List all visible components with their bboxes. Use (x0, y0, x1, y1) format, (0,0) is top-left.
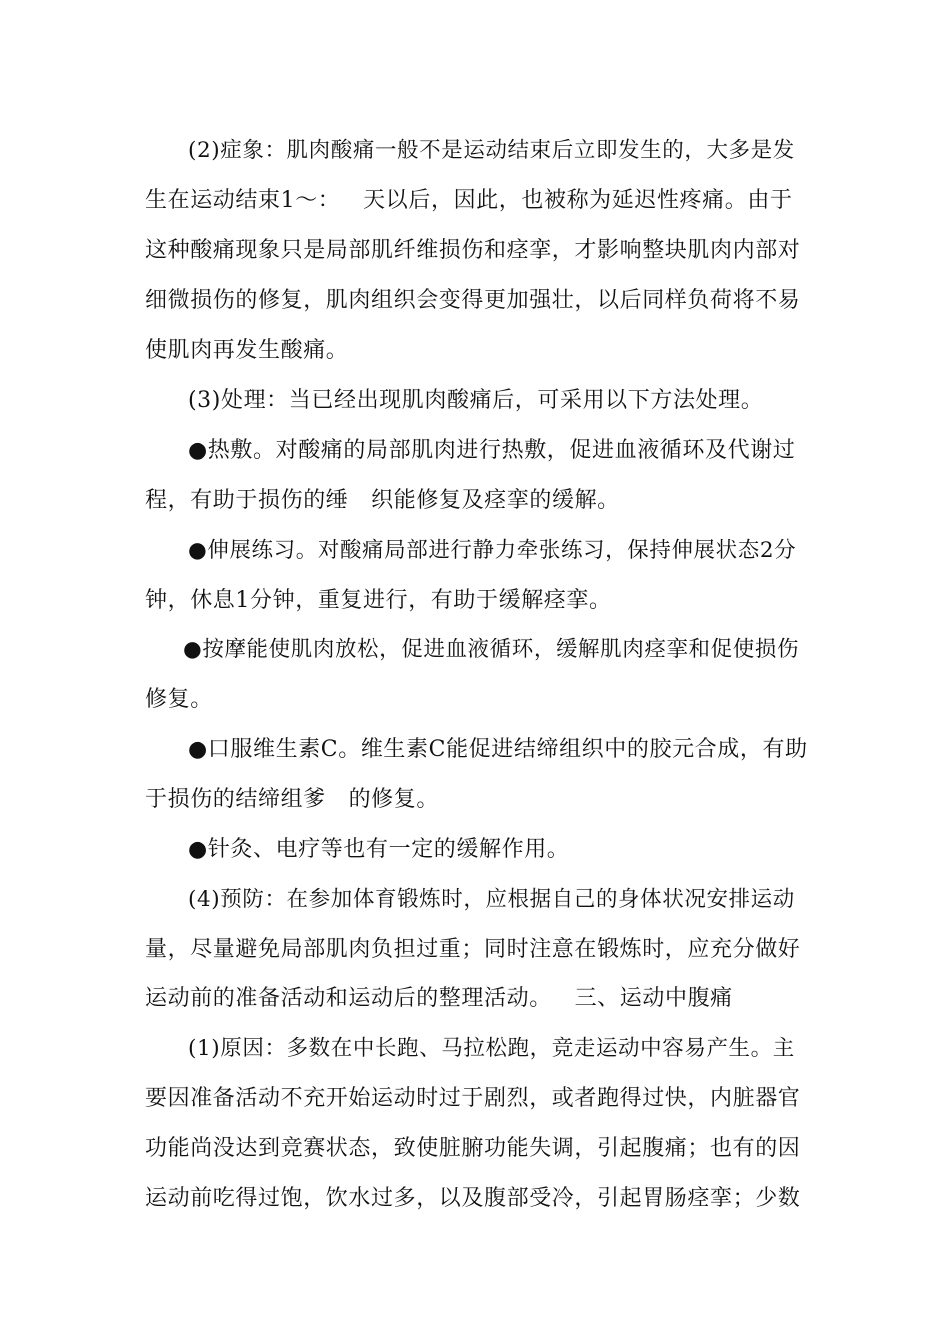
text-line: 量，尽量避免局部肌肉负担过重；同时注意在锻炼时，应充分做好 (145, 937, 801, 962)
text-line: ●针灸、电疗等也有一定的缓解作用。 (188, 837, 570, 862)
text-line: (1)原因：多数在中长跑、马拉松跑，竞走运动中容易产生。主 (188, 1036, 795, 1061)
text-line: 于损伤的结缔组爹 的修复。 (145, 787, 439, 812)
text-line: 运动前吃得过饱，饮水过多，以及腹部受冷，引起胃肠痉挛；少数 (145, 1186, 801, 1211)
text-line: (3)处理：当已经出现肌肉酸痛后，可采用以下方法处理。 (188, 388, 764, 413)
text-line: 功能尚没达到竞赛状态，致使脏腑功能失调，引起腹痛；也有的因 (145, 1136, 801, 1161)
text-line: 生在运动结束1～： 天以后，因此，也被称为延迟性疼痛。由于 (145, 188, 793, 213)
text-line: 修复。 (145, 687, 213, 712)
text-line: 使肌肉再发生酸痛。 (145, 338, 349, 363)
text-line: 运动前的准备活动和运动后的整理活动。 三、运动中腹痛 (145, 986, 733, 1011)
text-line: 程，有助于损伤的缍 织能修复及痉挛的缓解。 (145, 488, 620, 513)
text-line: 要因准备活动不充开始运动时过于剧烈，或者跑得过快，内脏器官 (145, 1086, 801, 1111)
text-line: ●按摩能使肌肉放松，促进血液循环，缓解肌肉痉挛和促使损伤 (183, 637, 800, 662)
text-line: ●热敷。对酸痛的局部肌肉进行热敷，促进血液循环及代谢过 (188, 438, 796, 463)
text-line: 钟，休息1分钟，重复进行，有助于缓解痉挛。 (145, 588, 612, 613)
text-line: 细微损伤的修复，肌肉组织会变得更加强壮，以后同样负荷将不易 (145, 288, 801, 313)
text-line: (2)症象：肌肉酸痛一般不是运动结束后立即发生的，大多是发 (188, 138, 795, 163)
text-line: ●伸展练习。对酸痛局部进行静力牵张练习，保持伸展状态2分 (188, 538, 797, 563)
text-line: (4)预防：在参加体育锻炼时，应根据自己的身体状况安排运动 (188, 887, 795, 912)
text-line: ●口服维生素C。维生素C能促进结缔组织中的胶元合成，有助 (188, 737, 808, 762)
text-line: 这种酸痛现象只是局部肌纤维损伤和痉挛，才影响整块肌肉内部对 (145, 238, 801, 263)
